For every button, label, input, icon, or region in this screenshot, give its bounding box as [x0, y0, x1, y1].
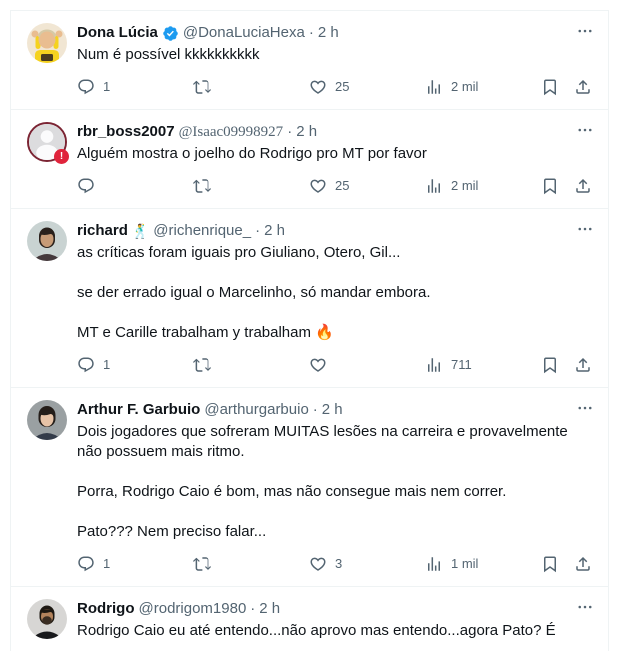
timestamp[interactable]: 2 h: [259, 600, 281, 617]
more-button[interactable]: [576, 22, 594, 45]
avatar-image-photo: [27, 599, 67, 639]
tweet-paragraph: as críticas foram iguais pro Giuliano, Otero, Gil...: [77, 244, 401, 261]
more-icon: [576, 399, 594, 417]
views-icon: [425, 356, 443, 374]
repost-icon: [193, 177, 211, 195]
tweet-actions: [77, 174, 592, 198]
tweet-paragraph: MT e Carille trabalham y trabalham 🔥: [77, 324, 334, 341]
tweet: [11, 110, 608, 209]
share-icon: [574, 177, 592, 195]
bookmark-button[interactable]: [541, 555, 559, 573]
avatar-image-photo: [27, 221, 67, 261]
reply-count: 1: [103, 79, 111, 94]
share-button[interactable]: [574, 356, 592, 374]
repost-button[interactable]: [193, 555, 309, 573]
bookmark-icon: [541, 356, 559, 374]
user-handle[interactable]: @richenrique_: [153, 222, 252, 239]
like-button[interactable]: [309, 177, 425, 195]
reply-count: 1: [103, 357, 111, 372]
avatar-image-photo: [27, 400, 67, 440]
tweet-paragraph: Pato??? Nem preciso falar...: [77, 523, 267, 540]
avatar[interactable]: [27, 23, 67, 63]
user-handle[interactable]: @DonaLuciaHexa: [182, 24, 305, 41]
reply-button[interactable]: [77, 78, 193, 96]
like-icon: [309, 177, 327, 195]
tweet-actions: [77, 353, 592, 377]
like-icon: [309, 356, 327, 374]
tweet-paragraph: Rodrigo Caio eu até entendo...não aprovo mas entendo...agora Pato? É: [77, 622, 556, 639]
tweet-content: [77, 221, 592, 377]
share-icon: [574, 356, 592, 374]
repost-icon: [193, 356, 211, 374]
reply-button[interactable]: [77, 555, 193, 573]
more-icon: [576, 220, 594, 238]
reply-icon: [77, 555, 95, 573]
actions-right-group: [541, 177, 592, 195]
like-count: 25: [335, 79, 350, 94]
tweet-content: [77, 400, 592, 576]
more-button[interactable]: [576, 220, 594, 243]
tweet-text: [77, 45, 592, 65]
more-button[interactable]: [576, 121, 594, 144]
tweet-actions: [77, 552, 592, 576]
share-button[interactable]: [574, 78, 592, 96]
separator: ·: [308, 24, 314, 41]
tweet-text: [77, 621, 592, 641]
views-button[interactable]: [425, 78, 541, 96]
tweet-actions: [77, 75, 592, 99]
bookmark-icon: [541, 78, 559, 96]
tweet-header: [77, 23, 592, 43]
views-icon: [425, 177, 443, 195]
bookmark-button[interactable]: [541, 78, 559, 96]
tweet-content: [77, 122, 592, 198]
reply-button[interactable]: [77, 356, 193, 374]
more-button[interactable]: [576, 598, 594, 621]
separator: ·: [250, 600, 256, 617]
tweet-paragraph: Dois jogadores que sofreram MUITAS lesões na carreira e provavelmente não possuem mais ritmo.: [77, 423, 568, 460]
tweet-content: [77, 599, 592, 641]
views-count: 1 mil: [451, 556, 479, 571]
tweet: [11, 388, 608, 587]
more-icon: [576, 22, 594, 40]
like-button[interactable]: [309, 78, 425, 96]
reply-count: 1: [103, 556, 111, 571]
display-name[interactable]: Dona Lúcia: [77, 24, 158, 41]
tweet-paragraph: Num é possível kkkkkkkkkk: [77, 46, 260, 63]
user-handle[interactable]: @Isaac09998927: [178, 124, 284, 140]
tweet-paragraph: se der errado igual o Marcelinho, só mandar embora.: [77, 284, 431, 301]
repost-button[interactable]: [193, 177, 309, 195]
timestamp[interactable]: 2 h: [321, 401, 343, 418]
views-count: 711: [451, 357, 472, 372]
avatar[interactable]: [27, 221, 67, 261]
views-button[interactable]: [425, 177, 541, 195]
like-count: 25: [335, 178, 350, 193]
more-icon: [576, 121, 594, 139]
bookmark-icon: [541, 555, 559, 573]
avatar[interactable]: [27, 599, 67, 639]
avatar-image-cartoon: [27, 23, 67, 63]
reply-button[interactable]: [77, 177, 193, 195]
alert-badge-icon: !: [54, 149, 69, 164]
tweet-header: [77, 599, 592, 619]
timestamp[interactable]: 2 h: [264, 222, 285, 239]
tweet: [11, 11, 608, 110]
like-button[interactable]: [309, 356, 425, 374]
like-icon: [309, 78, 327, 96]
repost-button[interactable]: [193, 78, 309, 96]
tweet: [11, 209, 608, 388]
user-handle[interactable]: @arthurgarbuio: [204, 401, 309, 418]
actions-right-group: [541, 78, 592, 96]
tweet-header: [77, 221, 592, 241]
name-emoji: 🕺: [131, 223, 150, 239]
repost-icon: [193, 555, 211, 573]
reply-icon: [77, 177, 95, 195]
tweet-text: [77, 422, 592, 542]
actions-right-group: [541, 555, 592, 573]
display-name[interactable]: Rodrigo: [77, 600, 135, 617]
separator: ·: [312, 401, 318, 418]
tweet-header: [77, 400, 592, 420]
avatar[interactable]: [27, 122, 67, 162]
views-count: 2 mil: [451, 178, 479, 193]
tweet-paragraph: Porra, Rodrigo Caio é bom, mas não consegue mais nem correr.: [77, 483, 507, 500]
tweet-text: [77, 243, 592, 343]
tweet-header: [77, 122, 592, 142]
tweet-paragraph: Alguém mostra o joelho do Rodrigo pro MT por favor: [77, 145, 427, 162]
repost-icon: [193, 78, 211, 96]
more-icon: [576, 598, 594, 616]
views-count: 2 mil: [451, 79, 479, 94]
tweet-text: [77, 144, 592, 164]
views-button[interactable]: [425, 555, 541, 573]
tweet-content: [77, 23, 592, 99]
timestamp[interactable]: 2 h: [317, 24, 339, 41]
display-name[interactable]: Arthur F. Garbuio: [77, 401, 201, 418]
views-icon: [425, 555, 443, 573]
share-button[interactable]: [574, 177, 592, 195]
repost-button[interactable]: [193, 356, 309, 374]
share-icon: [574, 78, 592, 96]
share-icon: [574, 555, 592, 573]
separator: ·: [287, 123, 293, 140]
like-button[interactable]: [309, 555, 425, 573]
reply-icon: [77, 78, 95, 96]
actions-right-group: [541, 356, 592, 374]
reply-icon: [77, 356, 95, 374]
views-button[interactable]: [425, 356, 541, 374]
separator: ·: [255, 222, 261, 239]
display-name[interactable]: rbr_boss2007: [77, 123, 175, 140]
bookmark-button[interactable]: [541, 356, 559, 374]
like-icon: [309, 555, 327, 573]
bookmark-button[interactable]: [541, 177, 559, 195]
user-handle[interactable]: @rodrigom1980: [138, 600, 247, 617]
more-button[interactable]: [576, 399, 594, 422]
views-icon: [425, 78, 443, 96]
share-button[interactable]: [574, 555, 592, 573]
display-name[interactable]: richard: [77, 222, 128, 239]
verified-icon: [162, 25, 179, 42]
avatar[interactable]: [27, 400, 67, 440]
tweet: [11, 587, 608, 651]
like-count: 3: [335, 556, 343, 571]
bookmark-icon: [541, 177, 559, 195]
timestamp[interactable]: 2 h: [296, 123, 318, 140]
timeline-feed: [10, 10, 609, 651]
